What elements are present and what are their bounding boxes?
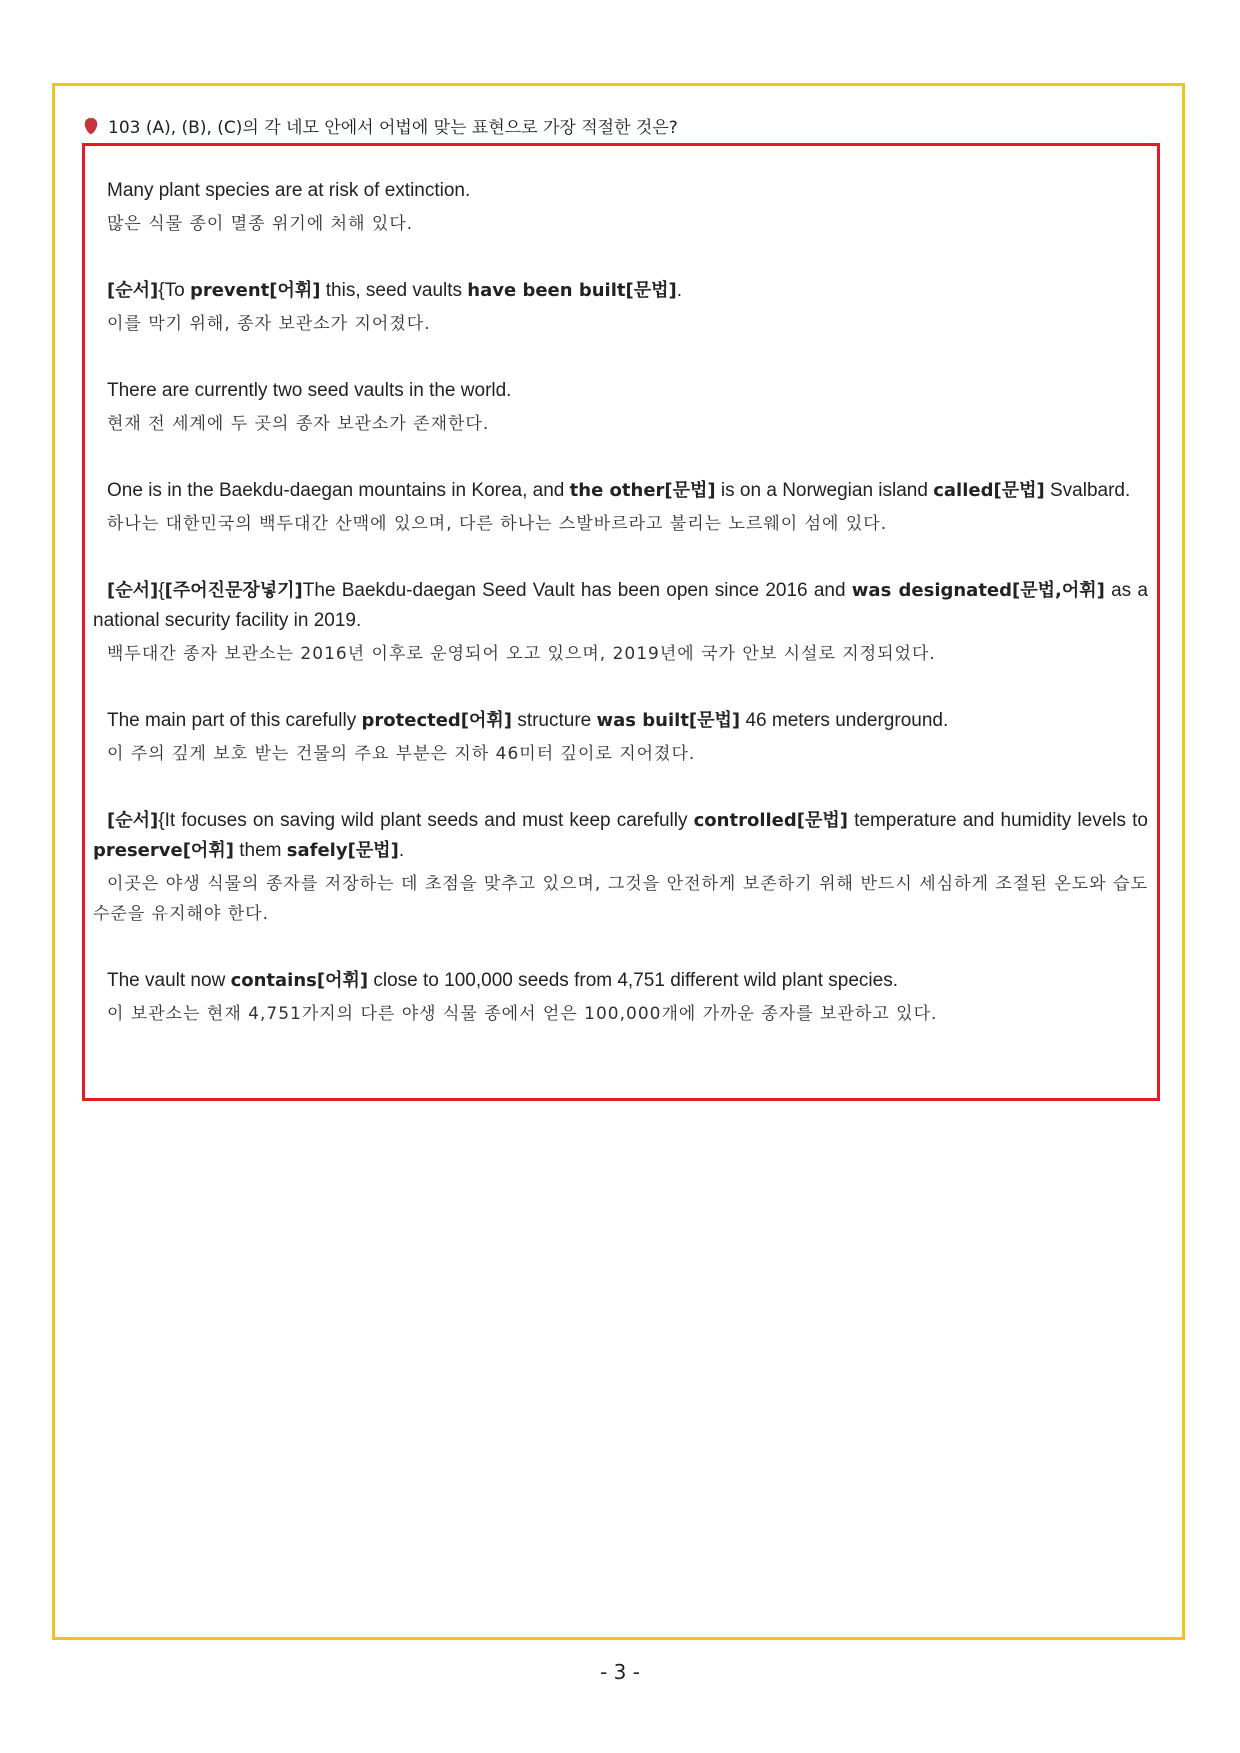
korean-translation: 현재 전 세계에 두 곳의 종자 보관소가 존재한다.: [107, 414, 490, 434]
english-sentence: One is in the Baekdu-daegan mountains in Korea, and the other[문법] is on a Norwegian island called[문법] Svalbard.: [107, 480, 1131, 501]
vocab-tag: contains[어휘]: [230, 970, 369, 991]
korean-translation: 이 주의 깊게 보호 받는 건물의 주요 부분은 지하 46미터 깊이로 지어졌다.: [107, 744, 696, 764]
page-number: - 3 -: [600, 1660, 640, 1684]
paragraph-1: [93, 176, 1148, 239]
vocab-tag: protected[어휘]: [361, 710, 513, 731]
english-sentence: There are currently two seed vaults in the world.: [107, 380, 512, 401]
paragraph-6: [93, 706, 1148, 769]
english-sentence: [순서]{To prevent[어휘] this, seed vaults have been built[문법].: [107, 280, 683, 301]
order-tag: [순서]: [107, 280, 159, 301]
vocab-tag: preserve[어휘]: [93, 840, 234, 861]
order-tag: [순서]: [107, 810, 159, 831]
question-title: [84, 112, 678, 138]
korean-translation: 많은 식물 종이 멸종 위기에 처해 있다.: [107, 214, 414, 234]
strawberry-icon: [84, 115, 98, 135]
insert-sentence-tag: [주어진문장넣기]: [164, 580, 303, 601]
grammar-tag: have been built[문법]: [467, 280, 677, 301]
korean-translation: 이곳은 야생 식물의 종자를 저장하는 데 초점을 맞추고 있으며, 그것을 안전하게 보존하기 위해 반드시 세심하게 조절된 온도와 습도 수준을 유지해야 한다.: [93, 874, 1148, 924]
english-sentence: The vault now contains[어휘] close to 100,000 seeds from 4,751 different wild plant species.: [107, 970, 898, 991]
english-sentence: Many plant species are at risk of extinction.: [107, 180, 471, 201]
korean-translation: 이를 막기 위해, 종자 보관소가 지어졌다.: [107, 314, 431, 334]
english-sentence: [순서]{[주어진문장넣기]The Baekdu-daegan Seed Vault has been open since 2016 and was designated[문법,어휘] as a national security facility in 2019.: [93, 580, 1148, 631]
grammar-vocab-tag: was designated[문법,어휘]: [851, 580, 1105, 601]
paragraph-4: [93, 476, 1148, 539]
grammar-tag: called[문법]: [933, 480, 1045, 501]
english-sentence: The main part of this carefully protected[어휘] structure was built[문법] 46 meters underground.: [107, 710, 949, 731]
grammar-tag: the other[문법]: [569, 480, 716, 501]
paragraph-3: [93, 376, 1148, 439]
passage: [93, 176, 1148, 1066]
paragraph-2: [93, 276, 1148, 339]
grammar-tag: was built[문법]: [596, 710, 741, 731]
grammar-tag: safely[문법]: [286, 840, 399, 861]
paragraph-7: [93, 806, 1148, 929]
english-sentence: [순서]{It focuses on saving wild plant seeds and must keep carefully controlled[문법] temperature and humidity levels to preserve[어휘] them safely[문법].: [93, 810, 1148, 861]
question-title-text: 103 (A), (B), (C)의 각 네모 안에서 어법에 맞는 표현으로 가장 적절한 것은?: [108, 117, 678, 138]
order-tag: [순서]: [107, 580, 159, 601]
paragraph-5: [93, 576, 1148, 669]
vocab-tag: prevent[어휘]: [189, 280, 321, 301]
korean-translation: 이 보관소는 현재 4,751가지의 다른 야생 식물 종에서 얻은 100,000개에 가까운 종자를 보관하고 있다.: [107, 1004, 938, 1024]
korean-translation: 하나는 대한민국의 백두대간 산맥에 있으며, 다른 하나는 스발바르라고 불리는 노르웨이 섬에 있다.: [107, 514, 888, 534]
paragraph-8: [93, 966, 1148, 1029]
korean-translation: 백두대간 종자 보관소는 2016년 이후로 운영되어 오고 있으며, 2019년에 국가 안보 시설로 지정되었다.: [107, 644, 936, 664]
grammar-tag: controlled[문법]: [693, 810, 848, 831]
